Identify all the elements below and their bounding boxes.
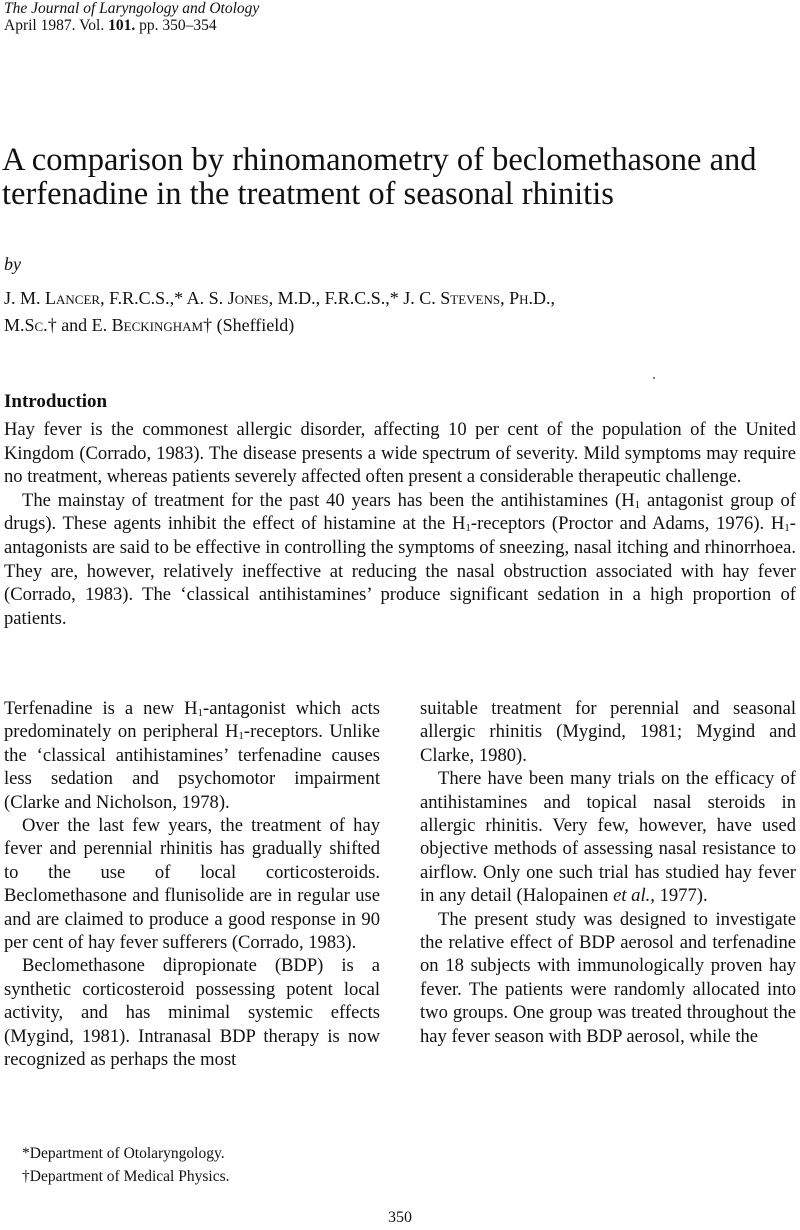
author-3-sep-2: , [550, 288, 555, 308]
author-3-mark: † and E. [47, 315, 112, 335]
right-paragraph-3: The present study was designed to investigate the relative effect of BDP aerosol and terfenadine on 18 subjects with immunologically proven hay fever. The patients were randomly allocated into two groups. One group was treated throughout the hay fever season with BDP aerosol, while the [420, 908, 796, 1047]
intro-p2-part-b: antagonist group of drugs). These agents inhibit the effect of histamine at the H [4, 489, 796, 535]
journal-name: The Journal of Laryngology and Otology [4, 0, 260, 17]
author-2-name: Jones [227, 288, 269, 308]
author-2-degrees: , M.D., F.R.C.S.,* J. C. [268, 288, 441, 308]
print-speck [653, 377, 655, 379]
right-column [420, 697, 796, 1048]
subscript-1: 1 [784, 522, 790, 535]
author-3-degree-1: Ph.D. [509, 288, 551, 308]
footnote-medical-physics: †Department of Medical Physics. [22, 1168, 230, 1185]
subscript-1: 1 [197, 707, 204, 719]
left-paragraph-3: Beclomethasone dipropionate (BDP) is a synthetic corticosteroid possessing potent local activity, and has minimal systemic effects (Mygind, 1981). Intranasal BDP therapy is now recognized as perhaps the most [4, 955, 380, 1071]
issue-line [4, 17, 217, 35]
introduction-body [4, 418, 796, 630]
page-number: 350 [388, 1209, 412, 1226]
intro-paragraph-2 [4, 489, 796, 631]
intro-p2-part-d: -antagonists are said to be effective in controlling the symptoms of sneezing, nasal itching and rhinorrhoea. They are, however, relatively ineffective at reducing the nasal obstruction associated with hay fever (Corrado, 1983). The ‘classical antihistamines’ produce significant sedation in a high proportion of patients. [4, 513, 796, 629]
article-title: A comparison by rhinomanometry of beclomethasone and terfenadine in the treatment of seasonal rhinitis [2, 142, 757, 212]
right-paragraph-2 [420, 767, 796, 907]
right-p2-part-b: 1977). [654, 885, 708, 907]
author-list [4, 285, 796, 339]
subscript-1: 1 [465, 522, 471, 535]
right-paragraph-1: suitable treatment for perennial and seasonal allergic rhinitis (Mygind, 1981; Mygind and Clarke, 1980). [420, 698, 796, 766]
subscript-1: 1 [238, 730, 244, 743]
left-p1-part-a: Terfenadine is a new H [4, 698, 198, 719]
left-paragraph-1 [4, 697, 380, 814]
left-column [4, 697, 380, 1072]
et-al: et al., [613, 885, 655, 907]
author-4-name: Beckingham [111, 315, 204, 335]
author-3-degree-2: M.Sc. [4, 315, 48, 335]
author-4-affiliation: † (Sheffield) [203, 315, 295, 335]
left-paragraph-2: Over the last few years, the treatment of hay fever and perennial rhinitis has gradually shifted to the use of local corticosteroids. Beclomethasone and flunisolide are in regular use and are claimed to produce a good response in 90 per cent of hay fever sufferers (Corrado, 1983). [4, 815, 380, 954]
author-3-sep: , [500, 288, 510, 308]
author-1-initials: J. M. [4, 288, 46, 308]
volume-number: 101. [108, 17, 136, 34]
intro-p2-part-c: -receptors (Proctor and Adams, 1976). H [470, 513, 785, 535]
left-p1-part-c: -receptors. Unlike the ‘classical antihistamines’ terfenadine causes less sedation and psychomotor impairment (Clarke and Nicholson, 1978). [4, 721, 381, 813]
subscript-1: 1 [634, 498, 641, 511]
issue-prefix: April 1987. Vol. [4, 17, 105, 34]
author-1-degrees: , F.R.C.S.,* A. S. [100, 288, 228, 308]
by-line: by [4, 254, 21, 274]
footnote-otolaryngology: *Department of Otolaryngology. [22, 1145, 225, 1162]
section-heading-introduction: Introduction [4, 391, 108, 412]
intro-paragraph-1: Hay fever is the commonest allergic disorder, affecting 10 per cent of the population of the United Kingdom (Corrado, 1983). The disease presents a wide spectrum of severity. Mild symptoms may require no treatment, whereas patients severely affected often present a considerable therapeutic challenge. [4, 419, 796, 488]
page-range: pp. 350–354 [139, 17, 217, 34]
intro-p2-part-a: The mainstay of treatment for the past 40 years has been the antihistamines (H [22, 489, 635, 511]
author-3-name: Stevens [440, 288, 501, 308]
left-p1-part-b: -antagonist which acts predominately on peripheral H [4, 698, 380, 743]
author-1-name: Lancer [45, 288, 101, 308]
right-p2-part-a: There have been many trials on the efficacy of antihistamines and topical nasal steroids in allergic rhinitis. Very few, however, have used objective methods of assessing nasal resistance to airflow. Only one such trial has studied hay fever in any detail (Halopainen [420, 768, 796, 907]
